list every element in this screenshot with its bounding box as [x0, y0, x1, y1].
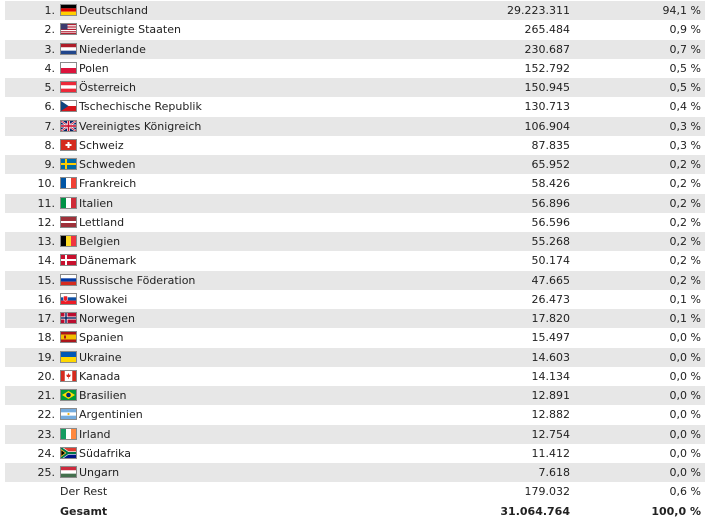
visit-count: 130.713 — [524, 100, 570, 114]
norway-flag-icon — [60, 312, 77, 324]
country-name: Argentinien — [79, 408, 143, 422]
switzerland-flag-icon — [60, 139, 77, 151]
rank: 19. — [37, 350, 55, 364]
visit-percent: 0,0 % — [669, 446, 701, 460]
netherlands-flag-icon — [60, 43, 77, 55]
visit-percent: 0,3 % — [669, 119, 701, 133]
country-name: Ungarn — [79, 466, 120, 479]
table-row — [5, 444, 705, 463]
canada-flag-icon — [60, 370, 77, 382]
country-name: Italien — [79, 196, 114, 210]
visit-percent: 0,2 % — [669, 254, 701, 268]
table-row — [5, 425, 705, 444]
table-row — [5, 40, 705, 59]
table-row — [5, 367, 705, 386]
visit-count: 50.174 — [531, 254, 570, 268]
latvia-flag-icon — [60, 216, 77, 228]
russia-flag-icon — [60, 274, 77, 286]
table-row — [5, 251, 705, 270]
south-africa-flag-icon — [60, 447, 77, 459]
table-row — [5, 348, 705, 367]
brazil-flag-icon — [60, 389, 77, 401]
total-label: Gesamt — [60, 504, 108, 518]
country-name: Belgien — [79, 235, 121, 248]
visit-count: 265.484 — [524, 23, 570, 37]
country-name: Polen — [79, 61, 109, 75]
germany-flag-icon — [60, 4, 77, 16]
visit-count: 26.473 — [531, 292, 570, 306]
table-row — [5, 232, 705, 251]
slovakia-flag-icon — [60, 293, 77, 305]
visit-percent: 0,1 % — [669, 292, 701, 306]
table-row — [5, 405, 705, 424]
table-row — [5, 194, 705, 213]
spain-flag-icon — [60, 331, 77, 343]
rank: 21. — [37, 389, 55, 402]
visit-percent: 0,3 % — [669, 138, 701, 152]
country-name: Lettland — [79, 215, 125, 229]
country-name: Schweiz — [79, 138, 124, 152]
visit-percent: 0,0 % — [669, 466, 701, 479]
country-name: Spanien — [79, 331, 124, 345]
rank: 11. — [37, 196, 55, 210]
visit-count: 14.603 — [531, 350, 570, 364]
rank: 22. — [37, 408, 55, 422]
argentina-flag-icon — [60, 408, 77, 420]
visit-count: 152.792 — [524, 61, 570, 75]
visit-count: 65.952 — [531, 158, 570, 171]
country-name: Frankreich — [79, 177, 137, 191]
rank: 13. — [37, 235, 55, 248]
visit-count: 7.618 — [538, 466, 570, 479]
rank: 20. — [37, 369, 55, 383]
visit-count: 12.754 — [531, 427, 570, 441]
rank: 6. — [44, 100, 55, 114]
rank: 3. — [44, 42, 55, 56]
country-name: Vereinigtes Königreich — [79, 119, 202, 133]
visit-percent: 0,2 % — [669, 273, 701, 287]
rest-percent: 0,6 % — [669, 485, 701, 499]
rank: 14. — [37, 254, 55, 268]
table-row — [5, 78, 705, 97]
country-name: Schweden — [79, 158, 136, 171]
visit-count: 29.223.311 — [507, 4, 570, 17]
visit-percent: 0,0 % — [669, 350, 701, 364]
visit-count: 11.412 — [531, 446, 570, 460]
rank: 2. — [44, 23, 55, 37]
country-name: Südafrika — [79, 446, 132, 460]
rank: 9. — [44, 158, 55, 171]
table-row — [5, 20, 705, 39]
ukraine-flag-icon — [60, 351, 77, 363]
rank: 1. — [44, 4, 55, 17]
country-name: Russische Föderation — [79, 273, 196, 287]
sweden-flag-icon — [60, 158, 77, 170]
rest-count: 179.032 — [524, 485, 570, 499]
rest-row — [5, 482, 705, 501]
table-row — [5, 136, 705, 155]
visit-percent: 0,0 % — [669, 369, 701, 383]
country-name: Dänemark — [79, 254, 137, 268]
rank: 15. — [37, 273, 55, 287]
country-name: Tschechische Republik — [79, 100, 202, 114]
total-percent: 100,0 % — [651, 504, 701, 518]
visit-percent: 0,0 % — [669, 427, 701, 441]
ireland-flag-icon — [60, 428, 77, 440]
visit-percent: 0,7 % — [669, 42, 701, 56]
visit-percent: 0,9 % — [669, 23, 701, 37]
visit-percent: 0,0 % — [669, 331, 701, 345]
country-name: Österreich — [79, 81, 136, 94]
country-name: Slowakei — [79, 292, 128, 306]
uk-flag-icon — [60, 120, 77, 132]
table-row — [5, 155, 705, 174]
table-row — [5, 271, 705, 290]
rank: 10. — [37, 177, 55, 191]
country-name: Irland — [79, 427, 111, 441]
rank: 17. — [37, 312, 55, 325]
total-count: 31.064.764 — [500, 504, 570, 518]
table-row — [5, 309, 705, 328]
visit-percent: 0,5 % — [669, 61, 701, 75]
czech-flag-icon — [60, 100, 77, 112]
visit-percent: 94,1 % — [662, 4, 701, 17]
rank: 5. — [44, 81, 55, 94]
visit-percent: 0,2 % — [669, 158, 701, 171]
table-row — [5, 117, 705, 136]
rest-label: Der Rest — [60, 485, 108, 499]
visit-count: 87.835 — [531, 138, 570, 152]
rank: 12. — [37, 215, 55, 229]
country-name: Kanada — [79, 369, 121, 383]
table-row — [5, 59, 705, 78]
visit-count: 12.891 — [531, 389, 570, 402]
table-row — [5, 1, 705, 20]
rank: 18. — [37, 331, 55, 345]
visit-percent: 0,2 % — [669, 235, 701, 248]
visit-count: 17.820 — [531, 312, 570, 325]
denmark-flag-icon — [60, 254, 77, 266]
rank: 4. — [44, 61, 55, 75]
hungary-flag-icon — [60, 466, 77, 478]
rank: 24. — [37, 446, 55, 460]
visit-count: 150.945 — [524, 81, 570, 94]
visit-percent: 0,2 % — [669, 177, 701, 191]
visit-percent: 0,0 % — [669, 408, 701, 422]
visit-count: 58.426 — [531, 177, 570, 191]
poland-flag-icon — [60, 62, 77, 74]
visit-percent: 0,0 % — [669, 389, 701, 402]
belgium-flag-icon — [60, 235, 77, 247]
visit-percent: 0,5 % — [669, 81, 701, 94]
table-row — [5, 213, 705, 232]
country-name: Niederlande — [79, 42, 146, 56]
austria-flag-icon — [60, 81, 77, 93]
table-row — [5, 463, 705, 482]
visit-count: 106.904 — [524, 119, 570, 133]
country-name: Ukraine — [79, 350, 122, 364]
rank: 7. — [44, 119, 55, 133]
rank: 16. — [37, 292, 55, 306]
visit-count: 56.896 — [531, 196, 570, 210]
visit-percent: 0,2 % — [669, 215, 701, 229]
country-name: Brasilien — [79, 389, 127, 402]
table-row — [5, 97, 705, 116]
table-row — [5, 328, 705, 347]
table-row — [5, 386, 705, 405]
visit-count: 56.596 — [531, 215, 570, 229]
italy-flag-icon — [60, 197, 77, 209]
rank: 25. — [37, 466, 55, 479]
table-row — [5, 174, 705, 193]
rank: 8. — [44, 138, 55, 152]
total-row — [5, 502, 705, 521]
visit-count: 12.882 — [531, 408, 570, 422]
visit-percent: 0,2 % — [669, 196, 701, 210]
visit-count: 55.268 — [531, 235, 570, 248]
visit-count: 14.134 — [531, 369, 570, 383]
country-stats-table — [5, 1, 705, 521]
country-name: Vereinigte Staaten — [79, 23, 181, 37]
visit-percent: 0,1 % — [669, 312, 701, 325]
rank: 23. — [37, 427, 55, 441]
country-name: Deutschland — [79, 4, 149, 17]
country-name: Norwegen — [79, 312, 135, 325]
visit-count: 15.497 — [531, 331, 570, 345]
visit-count: 47.665 — [531, 273, 570, 287]
table-row — [5, 290, 705, 309]
visit-count: 230.687 — [524, 42, 570, 56]
visit-percent: 0,4 % — [669, 100, 701, 114]
france-flag-icon — [60, 177, 77, 189]
usa-flag-icon — [60, 23, 77, 35]
